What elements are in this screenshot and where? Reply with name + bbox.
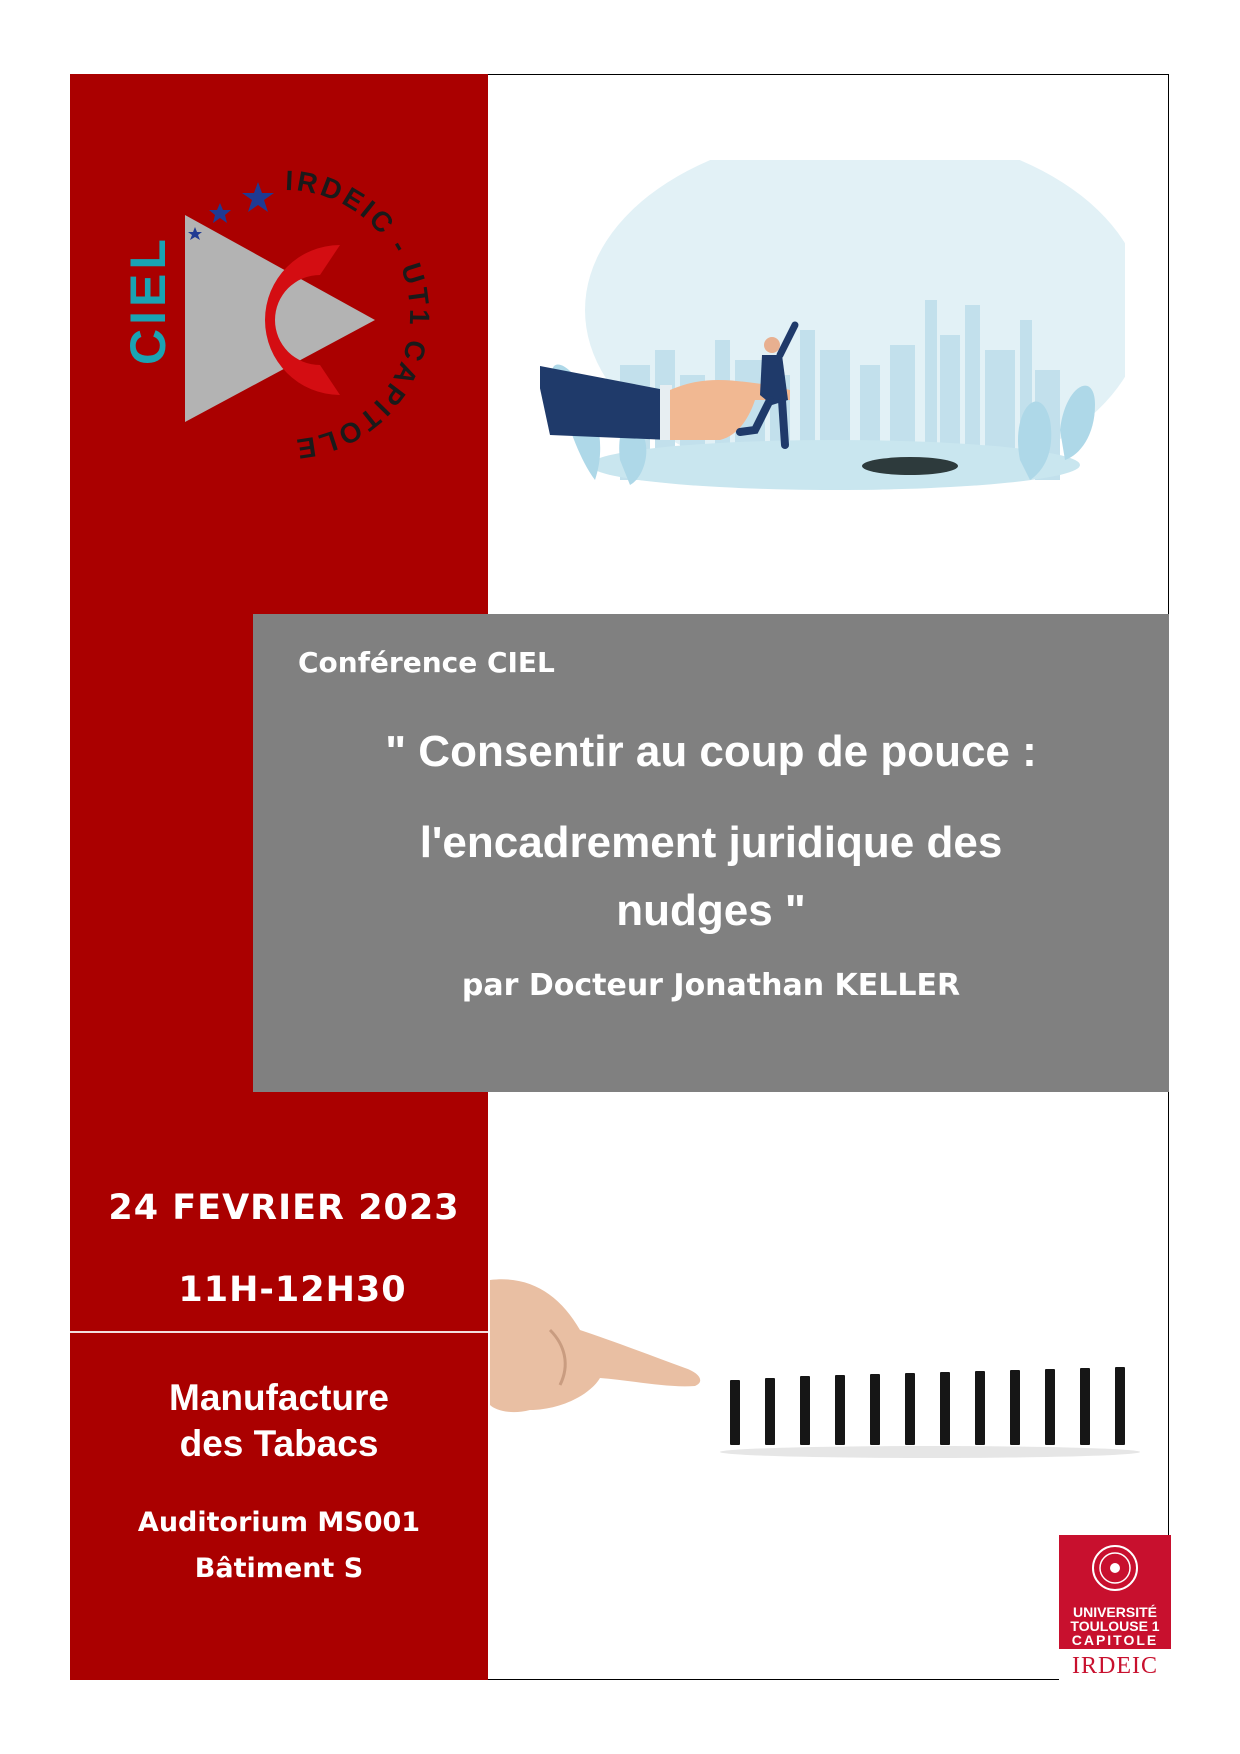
university-line-3: CAPITOLE [1071, 1632, 1159, 1648]
event-time: 11H-12H30 [178, 1270, 407, 1310]
venue-line-1: Manufacture [169, 1377, 389, 1418]
domino-icon [800, 1376, 810, 1445]
event-venue [70, 1375, 488, 1467]
logo-gray-triangle [185, 215, 375, 422]
band-divider [70, 1331, 488, 1333]
domino-illustration [490, 1270, 1150, 1500]
speaker-name: par Docteur Jonathan KELLER [461, 968, 961, 1003]
university-line-1: UNIVERSITÉ [1072, 1604, 1157, 1620]
domino-icon [870, 1374, 880, 1445]
domino-icon [1010, 1370, 1020, 1445]
nudge-illustration [540, 160, 1125, 550]
domino-icon [835, 1375, 845, 1445]
domino-icon [1045, 1369, 1055, 1445]
star-icon [209, 203, 231, 223]
university-logo [1059, 1535, 1171, 1681]
domino-shadow [720, 1446, 1140, 1458]
title-line-2: l'encadrement juridique des [419, 818, 1003, 867]
ciel-logo-text: CIEL [120, 235, 176, 365]
domino-icon [905, 1373, 915, 1445]
event-room [70, 1500, 488, 1592]
institute-name: IRDEIC [1072, 1653, 1158, 1679]
pointing-hand-icon [490, 1279, 700, 1412]
ciel-irdeic-logo [115, 170, 470, 460]
domino-icon [1115, 1367, 1125, 1445]
logo-ring-text: IRDEIC - UT1 CAPITOLE [284, 170, 436, 460]
event-date: 24 FEVRIER 2023 [108, 1188, 460, 1228]
university-line-2: TOULOUSE 1 [1070, 1618, 1160, 1634]
room-line-2: Bâtiment S [194, 1553, 364, 1584]
conference-label: Conférence CIEL [298, 646, 555, 679]
domino-icon [765, 1378, 775, 1445]
ground-ellipse [590, 440, 1080, 490]
star-icon [242, 182, 274, 212]
title-line-1: " Consentir au coup de pouce : [385, 727, 1037, 776]
domino-icon [975, 1371, 985, 1445]
hole-icon [862, 457, 958, 475]
room-line-1: Auditorium MS001 [137, 1507, 421, 1538]
title-line-3: nudges " [616, 886, 806, 935]
domino-icon [730, 1380, 740, 1445]
venue-line-2: des Tabacs [179, 1423, 379, 1464]
domino-icon [1080, 1368, 1090, 1445]
seal-icon [1059, 1535, 1171, 1605]
domino-row [730, 1367, 1125, 1445]
domino-icon [940, 1372, 950, 1445]
